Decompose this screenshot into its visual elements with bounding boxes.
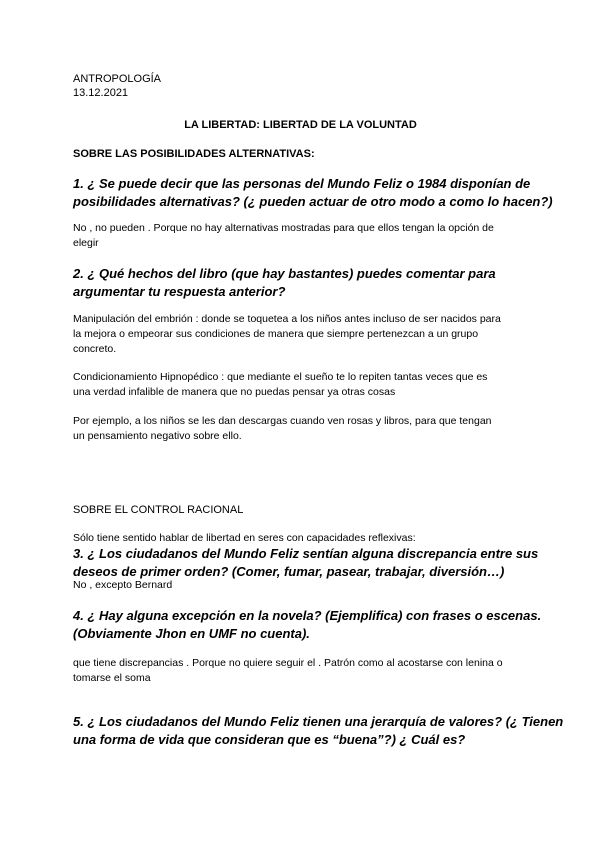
question-5-line-1: 5. ¿ Los ciudadanos del Mundo Feliz tienen una jerarquía de valores? (¿ Tienen [73, 714, 564, 729]
section-heading-rational-control: SOBRE EL CONTROL RACIONAL [73, 504, 244, 516]
answer-4-line-2: tomarse el soma [73, 672, 151, 684]
answer-4 [73, 656, 528, 686]
answer-2-embryo-line-3: concreto. [73, 343, 117, 355]
question-5 [73, 713, 564, 749]
question-1 [73, 175, 553, 211]
subject-label [73, 72, 528, 100]
question-2-line-1: 2. ¿ Qué hechos del libro (que hay bastantes) puedes comentar para [73, 266, 496, 281]
answer-3: No , excepto Bernard [73, 579, 173, 591]
question-4-line-2: (Obviamente Jhon en UMF no cuenta). [73, 626, 310, 641]
answer-2-example-line-1: Por ejemplo, a los niños se les dan descargas cuando ven rosas y libros, para que tengan [73, 415, 492, 427]
subject-text: ANTROPOLOGÍA [73, 73, 162, 85]
answer-2-embryo-line-1: Manipulación del embrión : donde se toquetea a los niños antes incluso de ser nacidos para [73, 313, 501, 325]
document-title: LA LIBERTAD: LIBERTAD DE LA VOLUNTAD [184, 119, 417, 131]
section-heading-alternatives: SOBRE LAS POSIBILIDADES ALTERNATIVAS: [73, 148, 315, 160]
question-4 [73, 607, 542, 643]
answer-2-hypnopaedia-line-2: una verdad infalible de manera que no puedas pensar ya otras cosas [73, 386, 396, 398]
answer-2-example-line-2: un pensamiento negativo sobre ello. [73, 430, 242, 442]
question-4-line-1: 4. ¿ Hay alguna excepción en la novela? (Ejemplifica) con frases o escenas. [73, 608, 542, 623]
question-3 [73, 545, 539, 581]
answer-1 [73, 221, 528, 251]
section-2-intro: Sólo tiene sentido hablar de libertad en seres con capacidades reflexivas: [73, 532, 416, 544]
answer-4-line-1: que tiene discrepancias . Porque no quiere seguir el . Patrón como al acostarse con lenina o [73, 657, 503, 669]
answer-2-example [73, 414, 528, 444]
question-1-line-1: 1. ¿ Se puede decir que las personas del Mundo Feliz o 1984 disponían de [73, 176, 531, 191]
answer-2-embryo-line-2: la mejora o empeorar sus condiciones de manera que siempre pertenezcan a un grupo [73, 328, 479, 340]
question-1-line-2: posibilidades alternativas? (¿ pueden actuar de otro modo a como lo hacen?) [73, 194, 553, 209]
answer-1-line-2: elegir [73, 237, 99, 249]
question-2 [73, 265, 528, 301]
question-5-line-2: una forma de vida que consideran que es “buena”?) ¿ Cuál es? [73, 732, 466, 747]
answer-2-hypnopaedia [73, 370, 528, 400]
answer-2-embryo [73, 312, 528, 357]
question-2-line-2: argumentar tu respuesta anterior? [73, 284, 286, 299]
question-3-line-2: deseos de primer orden? (Comer, fumar, pasear, trabajar, diversión…) [73, 564, 505, 579]
date-text: 13.12.2021 [73, 87, 129, 99]
question-3-line-1: 3. ¿ Los ciudadanos del Mundo Feliz sentían alguna discrepancia entre sus [73, 546, 539, 561]
answer-2-hypnopaedia-line-1: Condicionamiento Hipnopédico : que mediante el sueño te lo repiten tantas veces que es [73, 371, 488, 383]
answer-1-line-1: No , no pueden . Porque no hay alternativas mostradas para que ellos tengan la opción de [73, 222, 494, 234]
